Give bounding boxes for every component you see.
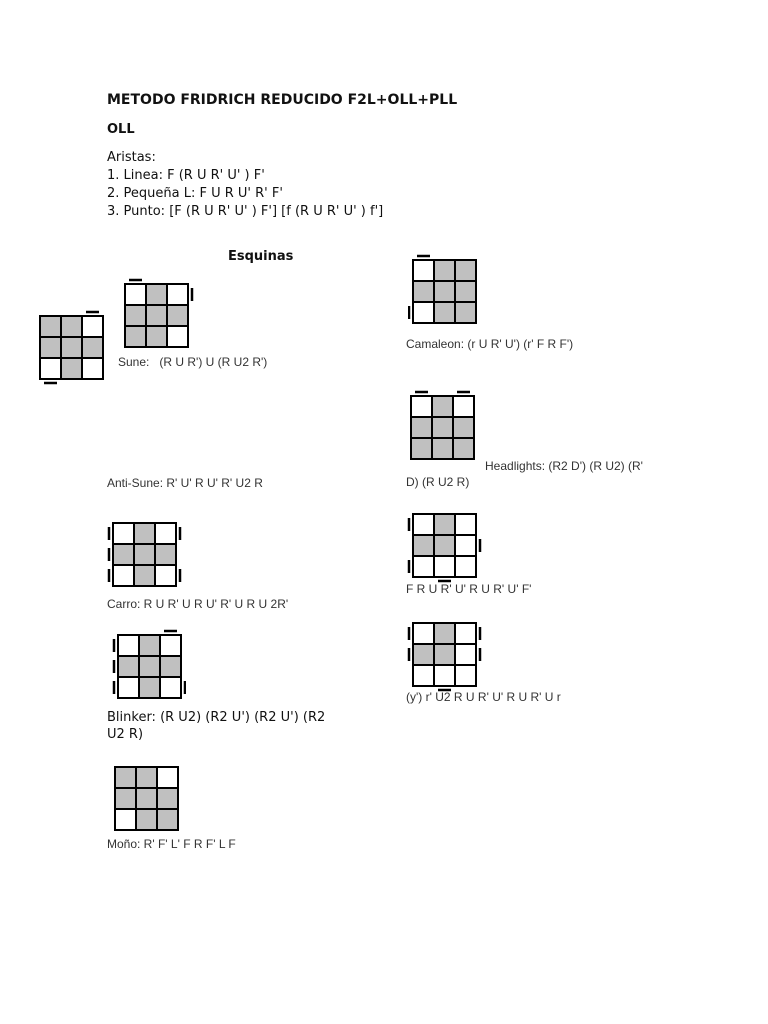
cube-sticker <box>139 635 160 656</box>
cube-sticker <box>125 305 146 326</box>
cube-sticker <box>139 656 160 677</box>
cube-sticker <box>434 535 455 556</box>
cube-sticker <box>432 438 453 459</box>
cube-sticker <box>455 623 476 644</box>
cube-sticker <box>413 302 434 323</box>
cube-sticker <box>413 281 434 302</box>
cube-sticker <box>40 316 61 337</box>
cube-sticker <box>413 514 434 535</box>
cube-sticker <box>113 544 134 565</box>
caption-blinker-line-2: U2 R) <box>107 727 144 742</box>
cube-sticker <box>434 556 455 577</box>
cube-sticker <box>113 523 134 544</box>
cube-sticker <box>40 337 61 358</box>
caption-fru: F R U R' U' R U R' U' F' <box>406 582 532 596</box>
cube-sticker <box>413 556 434 577</box>
cube-sticker <box>434 514 455 535</box>
cube-sticker <box>411 417 432 438</box>
cube-sticker <box>146 305 167 326</box>
cube-diagram-sune-top <box>118 276 194 354</box>
cube-sticker <box>40 358 61 379</box>
cube-sticker <box>413 665 434 686</box>
cube-sticker <box>157 788 178 809</box>
cube-sticker <box>134 523 155 544</box>
cube-sticker <box>125 326 146 347</box>
cube-sticker <box>136 767 157 788</box>
aristas-heading: Aristas: <box>107 150 156 165</box>
cube-sticker <box>413 260 434 281</box>
caption-sune-name: Sune: <box>118 355 150 369</box>
cube-sticker <box>455 281 476 302</box>
cube-sticker <box>411 396 432 417</box>
cube-sticker <box>434 665 455 686</box>
cube-sticker <box>118 656 139 677</box>
cube-sticker <box>434 281 455 302</box>
cube-sticker <box>113 565 134 586</box>
cube-sticker <box>455 302 476 323</box>
cube-sticker <box>157 809 178 830</box>
cube-sticker <box>134 565 155 586</box>
cube-sticker <box>61 316 82 337</box>
cube-sticker <box>455 556 476 577</box>
esquinas-heading: Esquinas <box>228 249 294 264</box>
cube-sticker <box>155 523 176 544</box>
cube-sticker <box>167 326 188 347</box>
caption-anti-sune: Anti-Sune: R' U' R U' R' U2 R <box>107 476 263 490</box>
cube-sticker <box>432 417 453 438</box>
cube-sticker <box>61 358 82 379</box>
cube-sticker <box>455 260 476 281</box>
cube-sticker <box>160 635 181 656</box>
aristas-line-3: 3. Punto: [F (R U R' U' ) F'] [f (R U R' U' ) f'] <box>107 204 384 219</box>
cube-sticker <box>134 544 155 565</box>
cube-sticker <box>455 535 476 556</box>
cube-sticker <box>160 656 181 677</box>
cube-diagram-sune-left <box>34 307 108 387</box>
caption-y: (y') r' U2 R U R' U' R U R' U r <box>406 690 561 704</box>
caption-carro: Carro: R U R' U R U' R' U R U 2R' <box>107 597 289 611</box>
cube-diagram-camaleon <box>408 254 480 328</box>
cube-diagram-headlights <box>406 390 478 464</box>
cube-sticker <box>146 326 167 347</box>
cube-sticker <box>136 809 157 830</box>
caption-blinker-line-1: Blinker: (R U2) (R2 U') (R2 U') (R2 <box>107 710 326 725</box>
cube-sticker <box>455 665 476 686</box>
cube-sticker <box>413 535 434 556</box>
cube-sticker <box>413 644 434 665</box>
cube-diagram-blinker <box>112 628 186 704</box>
cube-sticker <box>82 337 103 358</box>
cube-sticker <box>118 677 139 698</box>
aristas-line-1: 1. Linea: F (R U R' U' ) F' <box>107 168 265 183</box>
cube-sticker <box>167 305 188 326</box>
cube-sticker <box>434 623 455 644</box>
cube-sticker <box>146 284 167 305</box>
cube-sticker <box>61 337 82 358</box>
aristas-line-2: 2. Pequeña L: F U R U' R' F' <box>107 186 283 201</box>
cube-diagram-mono <box>110 762 182 834</box>
cube-sticker <box>167 284 188 305</box>
cube-diagram-fru <box>404 507 484 583</box>
caption-headlights-line-2: D) (R U2 R) <box>406 475 470 489</box>
page-title: METODO FRIDRICH REDUCIDO F2L+OLL+PLL <box>107 92 458 108</box>
caption-sune-alg: (R U R') U (R U2 R') <box>159 355 268 369</box>
section-title-oll: OLL <box>107 122 135 137</box>
cube-diagram-y <box>404 616 484 692</box>
cube-sticker <box>139 677 160 698</box>
caption-sune <box>118 355 267 369</box>
cube-sticker <box>434 302 455 323</box>
cube-sticker <box>453 438 474 459</box>
cube-sticker <box>155 565 176 586</box>
cube-sticker <box>157 767 178 788</box>
caption-mono: Moño: R' F' L' F R F' L F <box>107 837 236 851</box>
cube-sticker <box>432 396 453 417</box>
cube-sticker <box>82 316 103 337</box>
cube-sticker <box>118 635 139 656</box>
cube-sticker <box>155 544 176 565</box>
cube-sticker <box>413 623 434 644</box>
cube-sticker <box>434 260 455 281</box>
cube-sticker <box>434 644 455 665</box>
cube-sticker <box>411 438 432 459</box>
cube-sticker <box>115 809 136 830</box>
cube-sticker <box>136 788 157 809</box>
cube-sticker <box>455 514 476 535</box>
cube-sticker <box>160 677 181 698</box>
cube-sticker <box>115 767 136 788</box>
cube-sticker <box>82 358 103 379</box>
cube-sticker <box>125 284 146 305</box>
cube-diagram-carro <box>106 519 182 589</box>
caption-headlights-line-1: Headlights: (R2 D') (R U2) (R' <box>485 459 643 473</box>
caption-camaleon: Camaleon: (r U R' U') (r' F R F') <box>406 337 574 351</box>
cube-sticker <box>115 788 136 809</box>
cube-sticker <box>455 644 476 665</box>
cube-sticker <box>453 396 474 417</box>
cube-sticker <box>453 417 474 438</box>
